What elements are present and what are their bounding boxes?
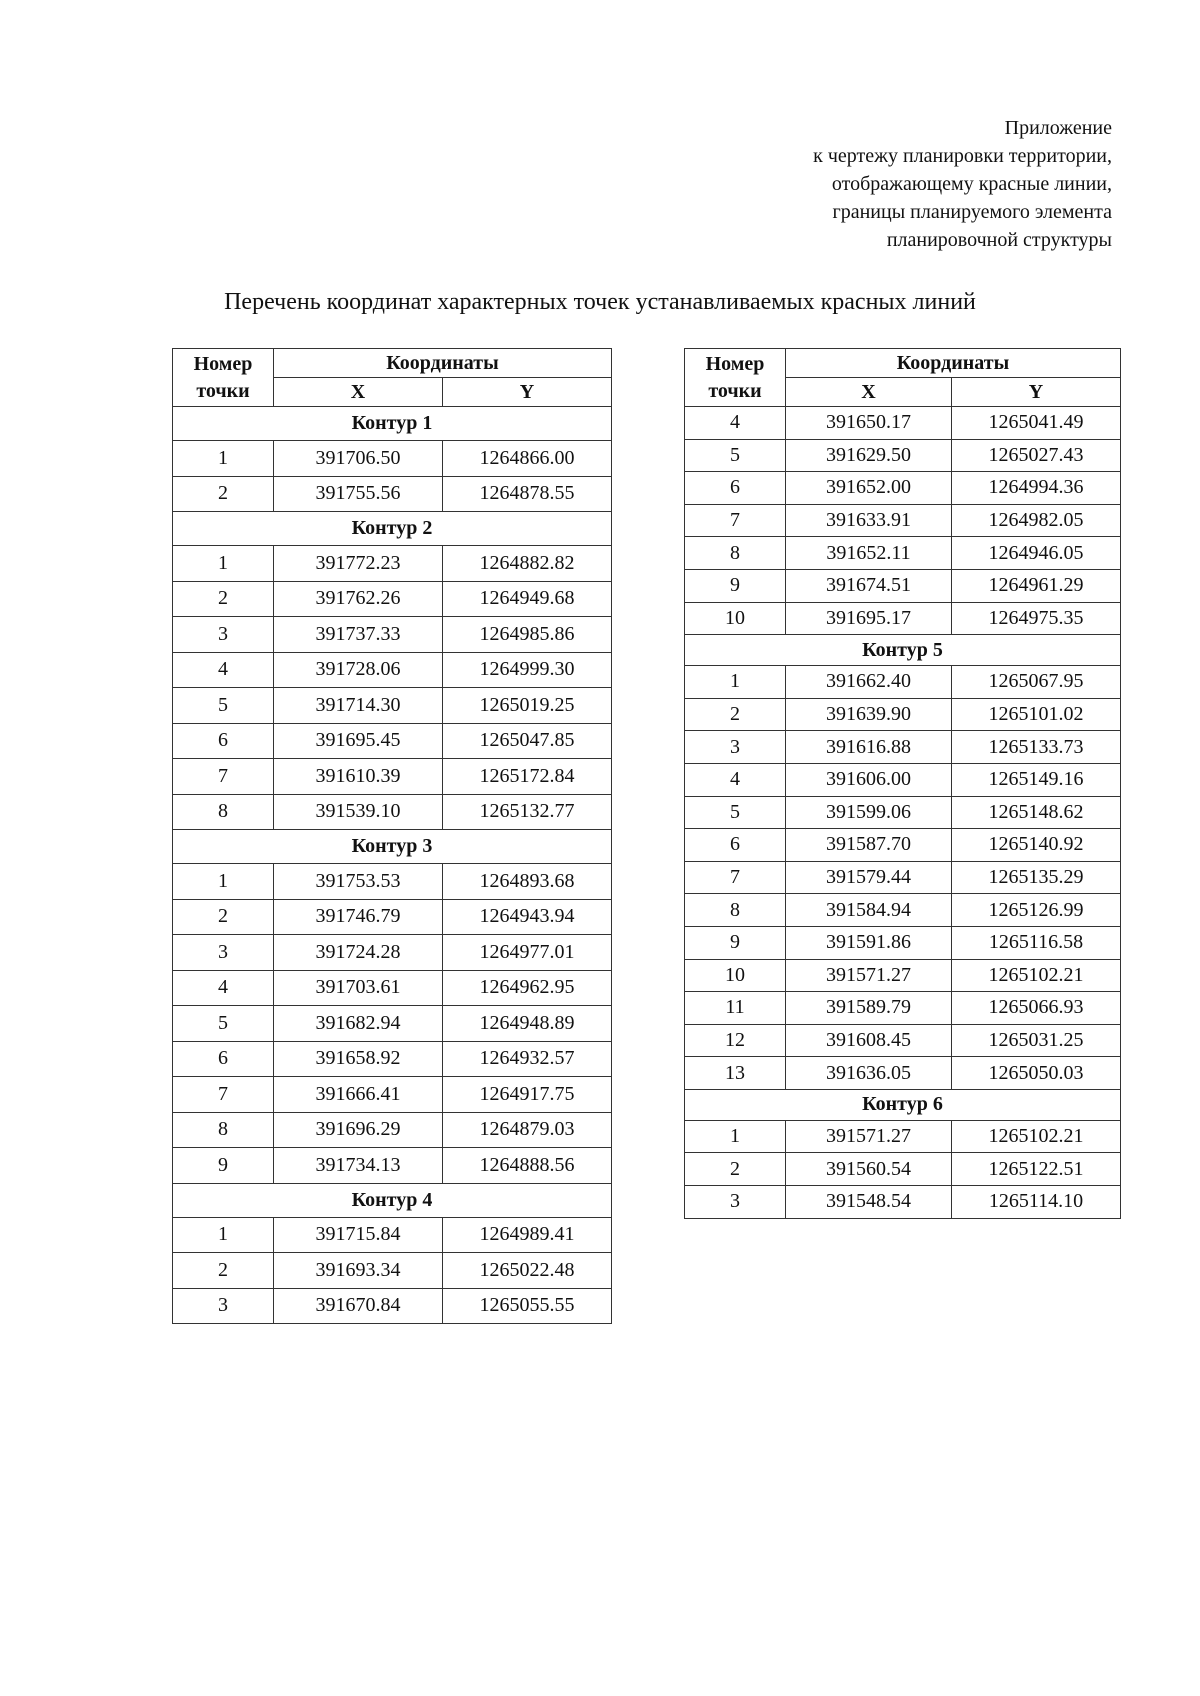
y-coordinate-cell: 1264948.89 bbox=[443, 1006, 612, 1042]
header-coordinates: Координаты bbox=[786, 349, 1121, 378]
point-number-cell: 9 bbox=[685, 926, 786, 959]
x-coordinate-cell: 391539.10 bbox=[274, 794, 443, 830]
y-coordinate-cell: 1265135.29 bbox=[952, 861, 1121, 894]
x-coordinate-cell: 391629.50 bbox=[786, 439, 952, 472]
table-row bbox=[173, 652, 612, 688]
x-coordinate-cell: 391682.94 bbox=[274, 1006, 443, 1042]
table-body bbox=[685, 407, 1121, 1219]
y-coordinate-cell: 1265066.93 bbox=[952, 992, 1121, 1025]
x-coordinate-cell: 391560.54 bbox=[786, 1153, 952, 1186]
point-number-cell: 7 bbox=[173, 1077, 274, 1113]
y-coordinate-cell: 1265122.51 bbox=[952, 1153, 1121, 1186]
y-coordinate-cell: 1264946.05 bbox=[952, 537, 1121, 570]
header-point-number-line: точки bbox=[708, 379, 762, 402]
table-row bbox=[173, 476, 612, 512]
point-number-cell: 7 bbox=[685, 861, 786, 894]
table-row bbox=[173, 617, 612, 653]
table-row bbox=[173, 1288, 612, 1324]
x-coordinate-cell: 391610.39 bbox=[274, 759, 443, 795]
y-coordinate-cell: 1264994.36 bbox=[952, 472, 1121, 505]
contour-title: Контур 2 bbox=[173, 512, 612, 546]
appendix-line: планировочной структуры bbox=[886, 229, 1112, 251]
y-coordinate-cell: 1264949.68 bbox=[443, 581, 612, 617]
table-row bbox=[685, 439, 1121, 472]
document-title: Перечень координат характерных точек устанавливаемых красных линий bbox=[224, 289, 976, 315]
table-row bbox=[173, 1041, 612, 1077]
point-number-cell: 4 bbox=[685, 407, 786, 440]
table-row bbox=[173, 1077, 612, 1113]
header-point-number-line: Номер bbox=[193, 352, 253, 375]
point-number-cell: 1 bbox=[173, 441, 274, 477]
x-coordinate-cell: 391695.17 bbox=[786, 602, 952, 635]
table-row bbox=[685, 407, 1121, 440]
point-number-cell: 3 bbox=[685, 1186, 786, 1219]
point-number-cell: 11 bbox=[685, 992, 786, 1025]
point-number-cell: 10 bbox=[685, 959, 786, 992]
x-coordinate-cell: 391589.79 bbox=[786, 992, 952, 1025]
table-row bbox=[173, 935, 612, 971]
table-body bbox=[173, 407, 612, 1324]
x-coordinate-cell: 391746.79 bbox=[274, 899, 443, 935]
appendix-line: отображающему красные линии, bbox=[831, 173, 1112, 195]
point-number-cell: 3 bbox=[685, 731, 786, 764]
table-row bbox=[173, 581, 612, 617]
table-row bbox=[173, 899, 612, 935]
header-point-number bbox=[685, 349, 786, 407]
y-coordinate-cell: 1264989.41 bbox=[443, 1217, 612, 1253]
point-number-cell: 7 bbox=[685, 504, 786, 537]
x-coordinate-cell: 391584.94 bbox=[786, 894, 952, 927]
y-coordinate-cell: 1265102.21 bbox=[952, 1120, 1121, 1153]
header-point-number bbox=[173, 349, 274, 407]
x-coordinate-cell: 391571.27 bbox=[786, 959, 952, 992]
point-number-cell: 5 bbox=[685, 796, 786, 829]
y-coordinate-cell: 1265149.16 bbox=[952, 763, 1121, 796]
table-row bbox=[685, 472, 1121, 505]
point-number-cell: 8 bbox=[173, 794, 274, 830]
table-row bbox=[685, 829, 1121, 862]
point-number-cell: 9 bbox=[685, 569, 786, 602]
y-coordinate-cell: 1265101.02 bbox=[952, 698, 1121, 731]
point-number-cell: 6 bbox=[173, 1041, 274, 1077]
x-coordinate-cell: 391695.45 bbox=[274, 723, 443, 759]
table-row bbox=[173, 1006, 612, 1042]
table-row bbox=[685, 569, 1121, 602]
point-number-cell: 10 bbox=[685, 602, 786, 635]
x-coordinate-cell: 391636.05 bbox=[786, 1057, 952, 1090]
table-row bbox=[685, 763, 1121, 796]
x-coordinate-cell: 391706.50 bbox=[274, 441, 443, 477]
x-coordinate-cell: 391587.70 bbox=[786, 829, 952, 862]
x-coordinate-cell: 391714.30 bbox=[274, 688, 443, 724]
table-row bbox=[685, 959, 1121, 992]
x-coordinate-cell: 391608.45 bbox=[786, 1024, 952, 1057]
y-coordinate-cell: 1265050.03 bbox=[952, 1057, 1121, 1090]
x-coordinate-cell: 391703.61 bbox=[274, 970, 443, 1006]
point-number-cell: 4 bbox=[685, 763, 786, 796]
point-number-cell: 2 bbox=[685, 698, 786, 731]
table-row bbox=[685, 1024, 1121, 1057]
y-coordinate-cell: 1264977.01 bbox=[443, 935, 612, 971]
point-number-cell: 13 bbox=[685, 1057, 786, 1090]
point-number-cell: 5 bbox=[173, 688, 274, 724]
table-row bbox=[173, 546, 612, 582]
x-coordinate-cell: 391674.51 bbox=[786, 569, 952, 602]
x-coordinate-cell: 391696.29 bbox=[274, 1112, 443, 1148]
x-coordinate-cell: 391650.17 bbox=[786, 407, 952, 440]
x-coordinate-cell: 391579.44 bbox=[786, 861, 952, 894]
point-number-cell: 3 bbox=[173, 1288, 274, 1324]
appendix-line: к чертежу планировки территории, bbox=[813, 145, 1112, 167]
header-point-number-line: точки bbox=[196, 379, 250, 402]
x-coordinate-cell: 391591.86 bbox=[786, 926, 952, 959]
table-row bbox=[685, 861, 1121, 894]
y-coordinate-cell: 1264882.82 bbox=[443, 546, 612, 582]
table-row bbox=[173, 759, 612, 795]
x-coordinate-cell: 391662.40 bbox=[786, 666, 952, 699]
table-row bbox=[685, 894, 1121, 927]
point-number-cell: 2 bbox=[173, 476, 274, 512]
contour-title: Контур 6 bbox=[685, 1089, 1121, 1120]
contour-header-row bbox=[173, 407, 612, 441]
point-number-cell: 4 bbox=[173, 652, 274, 688]
x-coordinate-cell: 391693.34 bbox=[274, 1253, 443, 1289]
table-row bbox=[685, 666, 1121, 699]
y-coordinate-cell: 1265148.62 bbox=[952, 796, 1121, 829]
point-number-cell: 2 bbox=[685, 1153, 786, 1186]
table-row bbox=[173, 723, 612, 759]
y-coordinate-cell: 1264982.05 bbox=[952, 504, 1121, 537]
point-number-cell: 2 bbox=[173, 1253, 274, 1289]
table-row bbox=[685, 1057, 1121, 1090]
point-number-cell: 12 bbox=[685, 1024, 786, 1057]
header-coordinates: Координаты bbox=[274, 349, 612, 378]
point-number-cell: 8 bbox=[685, 894, 786, 927]
appendix-line: Приложение bbox=[1004, 117, 1112, 139]
table-row bbox=[173, 1148, 612, 1184]
point-number-cell: 5 bbox=[173, 1006, 274, 1042]
table-row bbox=[173, 1112, 612, 1148]
y-coordinate-cell: 1264961.29 bbox=[952, 569, 1121, 602]
table-row bbox=[685, 731, 1121, 764]
table-row bbox=[685, 1120, 1121, 1153]
point-number-cell: 6 bbox=[173, 723, 274, 759]
y-coordinate-cell: 1264975.35 bbox=[952, 602, 1121, 635]
point-number-cell: 5 bbox=[685, 439, 786, 472]
x-coordinate-cell: 391666.41 bbox=[274, 1077, 443, 1113]
point-number-cell: 2 bbox=[173, 581, 274, 617]
x-coordinate-cell: 391633.91 bbox=[786, 504, 952, 537]
y-coordinate-cell: 1265126.99 bbox=[952, 894, 1121, 927]
x-coordinate-cell: 391728.06 bbox=[274, 652, 443, 688]
y-coordinate-cell: 1265116.58 bbox=[952, 926, 1121, 959]
table-row bbox=[685, 796, 1121, 829]
x-coordinate-cell: 391599.06 bbox=[786, 796, 952, 829]
y-coordinate-cell: 1265041.49 bbox=[952, 407, 1121, 440]
x-coordinate-cell: 391652.00 bbox=[786, 472, 952, 505]
x-coordinate-cell: 391734.13 bbox=[274, 1148, 443, 1184]
point-number-cell: 8 bbox=[685, 537, 786, 570]
contour-header-row bbox=[173, 830, 612, 864]
x-coordinate-cell: 391571.27 bbox=[786, 1120, 952, 1153]
x-coordinate-cell: 391639.90 bbox=[786, 698, 952, 731]
y-coordinate-cell: 1264866.00 bbox=[443, 441, 612, 477]
x-coordinate-cell: 391658.92 bbox=[274, 1041, 443, 1077]
point-number-cell: 2 bbox=[173, 899, 274, 935]
table-row bbox=[685, 992, 1121, 1025]
appendix-line: границы планируемого элемента bbox=[832, 201, 1112, 223]
table-row bbox=[685, 698, 1121, 731]
y-coordinate-cell: 1265031.25 bbox=[952, 1024, 1121, 1057]
y-coordinate-cell: 1264893.68 bbox=[443, 864, 612, 900]
y-coordinate-cell: 1265067.95 bbox=[952, 666, 1121, 699]
y-coordinate-cell: 1265172.84 bbox=[443, 759, 612, 795]
table-row bbox=[173, 970, 612, 1006]
table-row bbox=[685, 537, 1121, 570]
x-coordinate-cell: 391616.88 bbox=[786, 731, 952, 764]
contour-title: Контур 4 bbox=[173, 1183, 612, 1217]
table-row bbox=[173, 688, 612, 724]
y-coordinate-cell: 1264879.03 bbox=[443, 1112, 612, 1148]
header-point-number-line: Номер bbox=[705, 352, 765, 375]
y-coordinate-cell: 1264932.57 bbox=[443, 1041, 612, 1077]
y-coordinate-cell: 1264917.75 bbox=[443, 1077, 612, 1113]
table-row bbox=[685, 1186, 1121, 1219]
header-y: Y bbox=[952, 378, 1121, 407]
table-row bbox=[685, 504, 1121, 537]
x-coordinate-cell: 391753.53 bbox=[274, 864, 443, 900]
coordinates-table-right bbox=[684, 348, 1121, 1219]
contour-title: Контур 3 bbox=[173, 830, 612, 864]
point-number-cell: 4 bbox=[173, 970, 274, 1006]
x-coordinate-cell: 391724.28 bbox=[274, 935, 443, 971]
table-row bbox=[173, 864, 612, 900]
point-number-cell: 8 bbox=[173, 1112, 274, 1148]
point-number-cell: 1 bbox=[685, 1120, 786, 1153]
point-number-cell: 1 bbox=[685, 666, 786, 699]
point-number-cell: 1 bbox=[173, 546, 274, 582]
table-row bbox=[685, 602, 1121, 635]
contour-title: Контур 1 bbox=[173, 407, 612, 441]
contour-header-row bbox=[173, 1183, 612, 1217]
header-y: Y bbox=[443, 378, 612, 407]
y-coordinate-cell: 1264985.86 bbox=[443, 617, 612, 653]
coordinates-table-left bbox=[172, 348, 612, 1324]
point-number-cell: 7 bbox=[173, 759, 274, 795]
point-number-cell: 3 bbox=[173, 617, 274, 653]
y-coordinate-cell: 1264878.55 bbox=[443, 476, 612, 512]
x-coordinate-cell: 391737.33 bbox=[274, 617, 443, 653]
table-row bbox=[173, 1217, 612, 1253]
contour-title: Контур 5 bbox=[685, 635, 1121, 666]
y-coordinate-cell: 1265114.10 bbox=[952, 1186, 1121, 1219]
x-coordinate-cell: 391762.26 bbox=[274, 581, 443, 617]
y-coordinate-cell: 1265047.85 bbox=[443, 723, 612, 759]
x-coordinate-cell: 391652.11 bbox=[786, 537, 952, 570]
y-coordinate-cell: 1265022.48 bbox=[443, 1253, 612, 1289]
y-coordinate-cell: 1265019.25 bbox=[443, 688, 612, 724]
point-number-cell: 6 bbox=[685, 472, 786, 505]
x-coordinate-cell: 391772.23 bbox=[274, 546, 443, 582]
table-row bbox=[685, 1153, 1121, 1186]
header-x: X bbox=[786, 378, 952, 407]
contour-header-row bbox=[685, 635, 1121, 666]
point-number-cell: 1 bbox=[173, 1217, 274, 1253]
point-number-cell: 6 bbox=[685, 829, 786, 862]
point-number-cell: 1 bbox=[173, 864, 274, 900]
y-coordinate-cell: 1264962.95 bbox=[443, 970, 612, 1006]
y-coordinate-cell: 1265055.55 bbox=[443, 1288, 612, 1324]
point-number-cell: 3 bbox=[173, 935, 274, 971]
table-row bbox=[685, 926, 1121, 959]
appendix-note bbox=[813, 114, 1112, 254]
y-coordinate-cell: 1265132.77 bbox=[443, 794, 612, 830]
contour-header-row bbox=[685, 1089, 1121, 1120]
x-coordinate-cell: 391755.56 bbox=[274, 476, 443, 512]
y-coordinate-cell: 1264999.30 bbox=[443, 652, 612, 688]
point-number-cell: 9 bbox=[173, 1148, 274, 1184]
table-row bbox=[173, 1253, 612, 1289]
table-row bbox=[173, 794, 612, 830]
y-coordinate-cell: 1265027.43 bbox=[952, 439, 1121, 472]
x-coordinate-cell: 391606.00 bbox=[786, 763, 952, 796]
x-coordinate-cell: 391670.84 bbox=[274, 1288, 443, 1324]
y-coordinate-cell: 1265102.21 bbox=[952, 959, 1121, 992]
y-coordinate-cell: 1265140.92 bbox=[952, 829, 1121, 862]
header-x: X bbox=[274, 378, 443, 407]
y-coordinate-cell: 1265133.73 bbox=[952, 731, 1121, 764]
y-coordinate-cell: 1264943.94 bbox=[443, 899, 612, 935]
y-coordinate-cell: 1264888.56 bbox=[443, 1148, 612, 1184]
contour-header-row bbox=[173, 512, 612, 546]
x-coordinate-cell: 391548.54 bbox=[786, 1186, 952, 1219]
table-row bbox=[173, 441, 612, 477]
x-coordinate-cell: 391715.84 bbox=[274, 1217, 443, 1253]
